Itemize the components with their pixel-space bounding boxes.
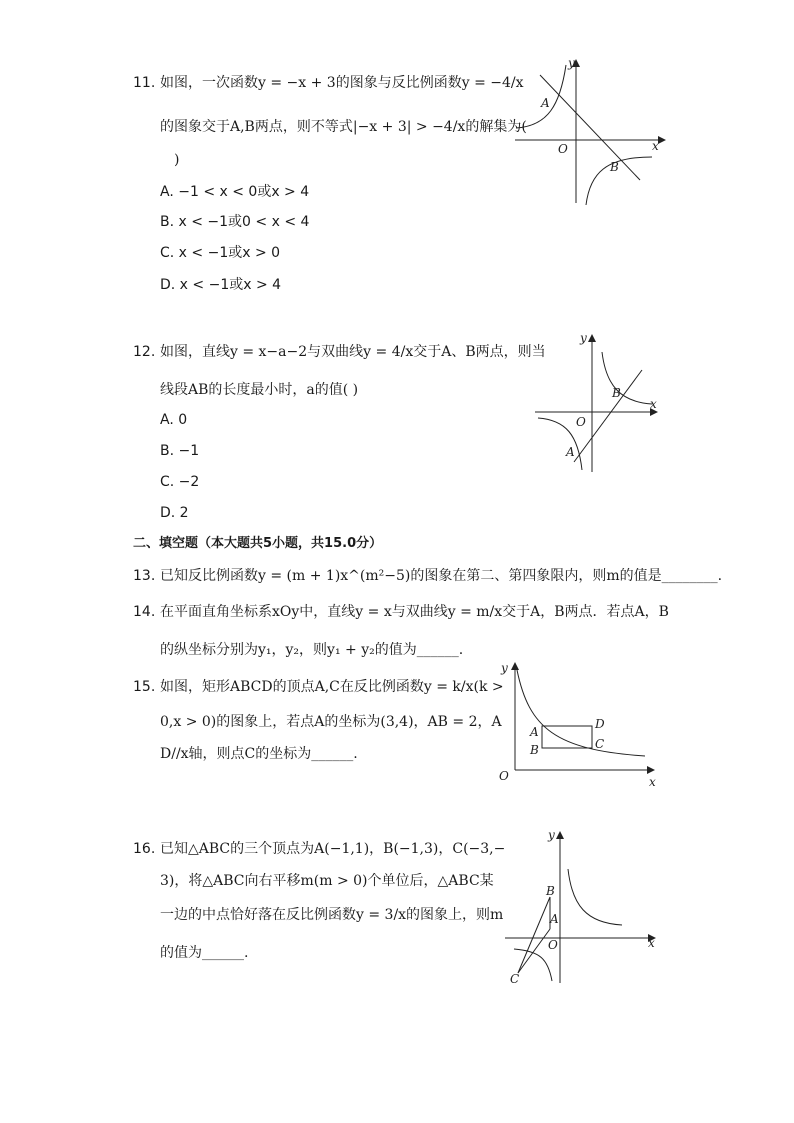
point-label-b: B bbox=[530, 743, 539, 757]
question-stem: 已知△ABC的三个顶点为A(−1,1)，B(−1,3)，C(−3,− bbox=[160, 841, 506, 857]
axis-label-x: x bbox=[648, 936, 655, 950]
point-label-a: A bbox=[530, 725, 539, 739]
axis-label-x: x bbox=[650, 397, 657, 411]
option-d: D. x < −1或x > 4 bbox=[160, 277, 282, 293]
point-label-a: A bbox=[550, 912, 559, 926]
option-a: A. 0 bbox=[160, 412, 188, 428]
origin-label: O bbox=[499, 769, 509, 783]
option-a: A. −1 < x < 0或x > 4 bbox=[160, 184, 310, 200]
figure-q11 bbox=[510, 55, 670, 210]
question-stem: 在平面直角坐标系xOy中，直线y = x与双曲线y = m/x交于A，B两点．若点A，B bbox=[160, 604, 669, 620]
point-label-c: C bbox=[595, 737, 605, 751]
origin-label: O bbox=[558, 142, 568, 156]
point-label-b: B bbox=[546, 884, 555, 898]
question-stem: 已知反比例函数y = (m + 1)x^(m²−5)的图象在第二、第四象限内，则m的值是________. bbox=[160, 568, 723, 584]
axis-label-y: y bbox=[548, 828, 555, 842]
origin-label: O bbox=[576, 415, 586, 429]
point-label-c: C bbox=[510, 972, 520, 986]
option-c: C. x < −1或x > 0 bbox=[160, 245, 281, 261]
question-number: 11. bbox=[133, 75, 156, 91]
axis-label-y: y bbox=[568, 56, 575, 70]
question-number: 12. bbox=[133, 344, 156, 360]
point-label-d: D bbox=[595, 717, 605, 731]
question-stem: 0,x > 0)的图象上，若点A的坐标为(3,4)，AB = 2，A bbox=[160, 714, 502, 730]
question-stem: 如图，直线y = x−a−2与双曲线y = 4/x交于A、B两点，则当 bbox=[160, 344, 546, 360]
question-stem: 的值为______. bbox=[160, 945, 249, 961]
origin-label: O bbox=[548, 938, 558, 952]
question-stem: ) bbox=[174, 152, 180, 168]
question-stem: D//x轴，则点C的坐标为______. bbox=[160, 746, 358, 762]
point-label-a: A bbox=[566, 445, 575, 459]
question-stem: 的纵坐标分别为y₁，y₂，则y₁ + y₂的值为______. bbox=[160, 642, 464, 658]
figure-q12 bbox=[530, 330, 665, 475]
question-stem: 一边的中点恰好落在反比例函数y = 3/x的图象上，则m bbox=[160, 907, 504, 923]
section-header: 二、填空题（本大题共5小题，共15.0分） bbox=[133, 536, 383, 551]
figure-q15 bbox=[495, 658, 665, 790]
question-stem: 线段AB的长度最小时，a的值( ) bbox=[160, 382, 359, 398]
figure-q16 bbox=[500, 825, 665, 987]
point-label-a: A bbox=[541, 96, 550, 110]
option-b: B. −1 bbox=[160, 443, 200, 459]
question-stem: 如图，矩形ABCD的顶点A,C在反比例函数y = k/x(k > bbox=[160, 679, 504, 695]
axis-label-x: x bbox=[649, 775, 656, 789]
axis-label-y: y bbox=[580, 331, 587, 345]
point-label-b: B bbox=[612, 386, 621, 400]
question-number: 15. bbox=[133, 679, 156, 695]
axis-label-y: y bbox=[501, 661, 508, 675]
option-c: C. −2 bbox=[160, 474, 200, 490]
question-number: 13. bbox=[133, 568, 156, 584]
option-b: B. x < −1或0 < x < 4 bbox=[160, 214, 310, 230]
question-stem: 如图，一次函数y = −x + 3的图象与反比例函数y = −4/x bbox=[160, 75, 524, 91]
question-stem: 的图象交于A,B两点，则不等式|−x + 3| > −4/x的解集为( bbox=[160, 119, 527, 135]
point-label-b: B bbox=[610, 160, 619, 174]
question-stem: 3)，将△ABC向右平移m(m > 0)个单位后，△ABC某 bbox=[160, 873, 494, 889]
question-number: 16. bbox=[133, 841, 156, 857]
question-number: 14. bbox=[133, 604, 156, 620]
option-d: D. 2 bbox=[160, 505, 189, 521]
axis-label-x: x bbox=[652, 139, 659, 153]
